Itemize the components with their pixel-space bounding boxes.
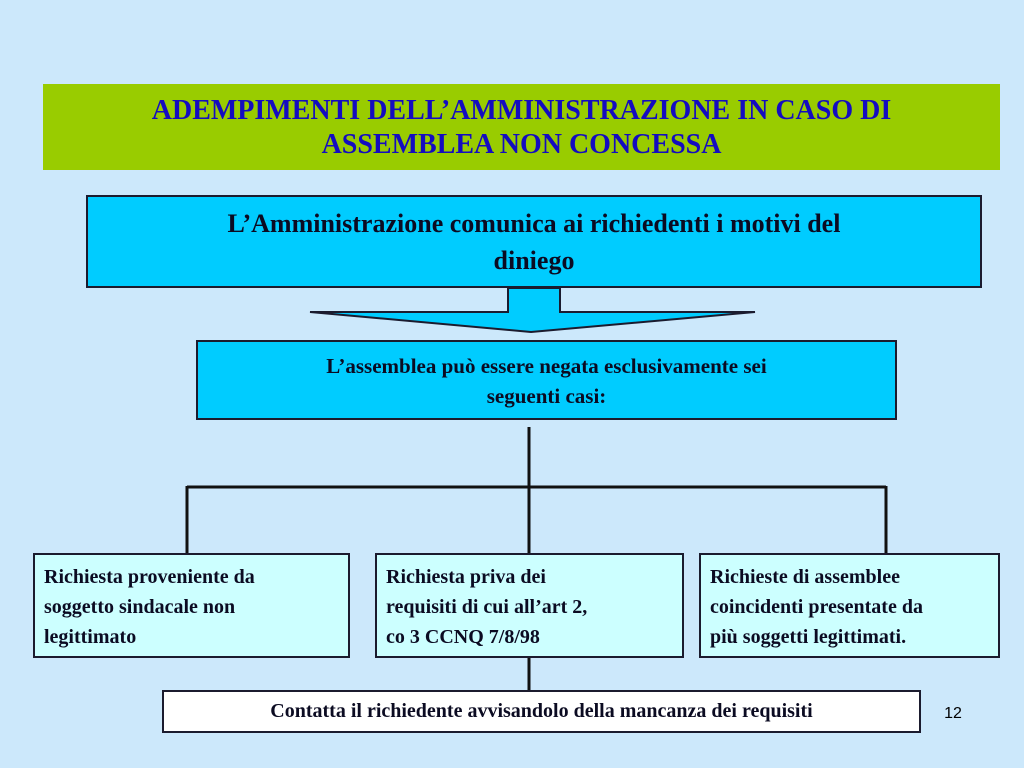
case-box-coinciding-requests — [699, 553, 1000, 658]
case-line: co 3 CCNQ 7/8/98 — [386, 626, 540, 648]
case-line: coincidenti presentate da — [710, 596, 923, 618]
case-line: più soggetti legittimati. — [710, 626, 907, 648]
denial-line-2: seguenti casi: — [486, 384, 607, 408]
case-line: legittimato — [44, 626, 137, 648]
denial-conditions-box — [196, 340, 897, 420]
case-line: Richieste di assemblee — [710, 566, 900, 588]
title-line-1: ADEMPIMENTI DELL’AMMINISTRAZIONE IN CASO DI — [151, 95, 892, 126]
case-line: Richiesta priva dei — [386, 566, 546, 588]
case-line: soggetto sindacale non — [44, 596, 236, 618]
case-box-missing-requirements — [375, 553, 684, 658]
denial-line-1: L’assemblea può essere negata esclusivamente sei — [326, 354, 767, 378]
notification-line-1: L’Amministrazione comunica ai richiedenti i motivi del — [227, 209, 841, 238]
contact-requester-box: Contatta il richiedente avvisandolo della mancanza dei requisiti — [162, 690, 921, 733]
notification-line-2: diniego — [493, 246, 575, 275]
page-number: 12 — [944, 705, 962, 722]
slide-title — [43, 84, 1000, 170]
case-box-illegitimate-subject — [33, 553, 350, 658]
case-line: requisiti di cui all’art 2, — [386, 596, 588, 618]
case-line: Richiesta proveniente da — [44, 566, 255, 588]
notification-box — [86, 195, 982, 288]
title-line-2: ASSEMBLEA NON CONCESSA — [321, 129, 722, 160]
down-arrow — [310, 288, 755, 332]
